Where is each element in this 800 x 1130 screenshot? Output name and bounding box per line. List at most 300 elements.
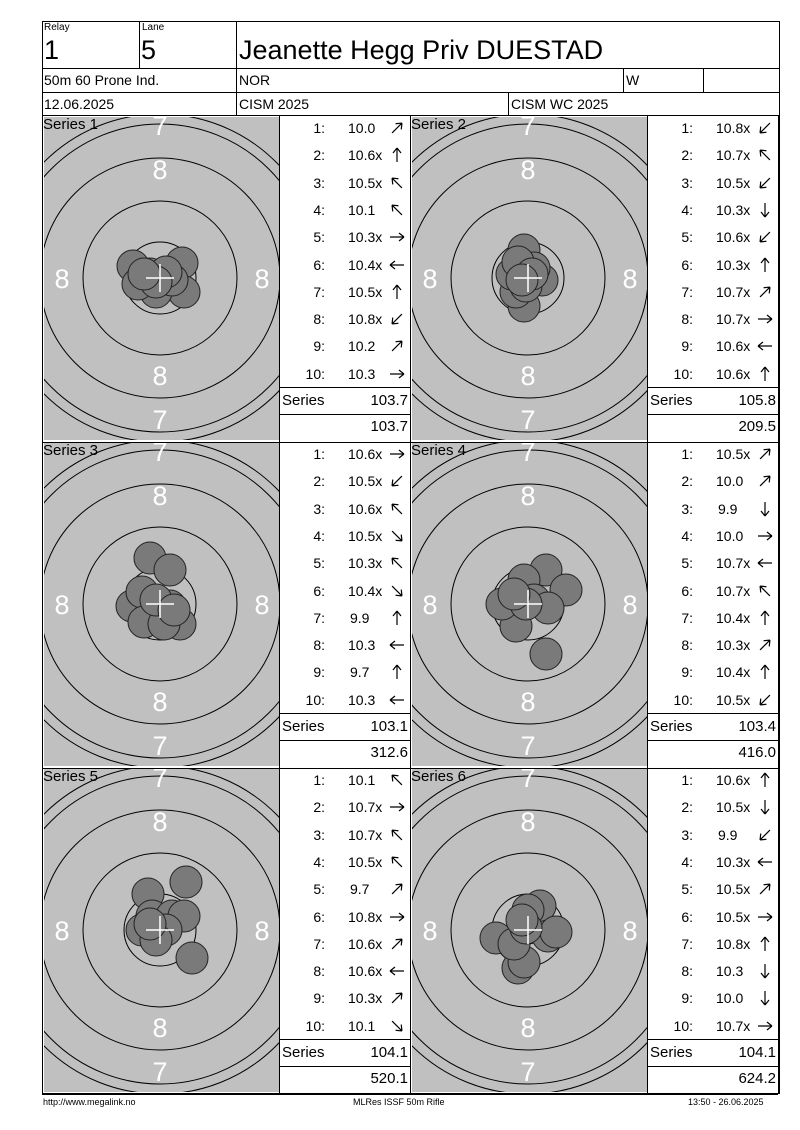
series-total: 103.4 [738, 718, 776, 735]
shot-number: 2: [681, 147, 693, 164]
shot-score: 10.5x [348, 283, 383, 300]
shot-number: 8: [313, 963, 325, 980]
header-line-2 [42, 92, 780, 93]
shot-score: 10.3 [716, 963, 744, 980]
ring-number: 8 [520, 687, 536, 717]
competition-divider [508, 92, 509, 116]
direction-arrow-icon [388, 365, 406, 383]
direction-arrow-icon [388, 771, 406, 789]
shot-number: 4: [681, 527, 693, 544]
total-line [280, 713, 410, 714]
shot-score: 10.4x [716, 664, 751, 681]
shot-score: 10.5x [348, 473, 383, 490]
cumulative-total: 520.1 [370, 1070, 408, 1087]
ring-number: 7 [152, 731, 168, 761]
direction-arrow-icon [756, 989, 774, 1007]
series-total-label: Series [650, 392, 693, 409]
ring-number: 8 [520, 361, 536, 391]
shot-score: 9.9 [350, 609, 370, 626]
shot-number: 9: [681, 664, 693, 681]
direction-arrow-icon [756, 146, 774, 164]
championship: CISM WC 2025 [511, 96, 609, 112]
shot-number: 9: [313, 338, 325, 355]
direction-arrow-icon [756, 935, 774, 953]
shot-hole-2 [170, 866, 202, 898]
series-total: 103.1 [370, 718, 408, 735]
direction-arrow-icon [756, 119, 774, 137]
shot-number: 8: [313, 637, 325, 654]
direction-arrow-icon [756, 771, 774, 789]
ring-number: 7 [520, 443, 536, 467]
competition: CISM 2025 [239, 96, 310, 112]
ring-number: 7 [520, 731, 536, 761]
ring-number: 8 [622, 264, 638, 294]
lane-label: Lane [142, 22, 165, 33]
direction-arrow-icon [756, 228, 774, 246]
lane-value: 5 [141, 35, 157, 65]
shot-score: 10.7x [348, 826, 383, 843]
target-list-divider [279, 442, 280, 768]
shot-hole-10 [134, 908, 166, 940]
relay-label: Relay [44, 22, 70, 33]
direction-arrow-icon [388, 201, 406, 219]
footer-software: MLRes ISSF 50m Rifle [353, 1097, 445, 1107]
ring-number: 7 [152, 117, 168, 141]
direction-arrow-icon [756, 365, 774, 383]
shot-score: 10.8x [348, 908, 383, 925]
shot-score: 10.0 [716, 527, 744, 544]
target-list-divider [647, 116, 648, 442]
total-line [648, 1039, 778, 1040]
shot-number: 2: [313, 473, 325, 490]
direction-arrow-icon [388, 908, 406, 926]
shot-number: 5: [681, 555, 693, 572]
direction-arrow-icon [756, 201, 774, 219]
footer-line [42, 1093, 780, 1094]
direction-arrow-icon [756, 962, 774, 980]
series-title: Series 3 [43, 442, 99, 459]
direction-arrow-icon [388, 826, 406, 844]
target-list-divider [647, 442, 648, 768]
cumulative-total: 416.0 [738, 744, 776, 761]
shot-number: 6: [681, 908, 693, 925]
shot-score: 10.5x [716, 881, 751, 898]
shot-score: 10.6x [348, 446, 383, 462]
date: 12.06.2025 [44, 96, 115, 112]
list-right-divider [778, 442, 779, 768]
ring-number: 8 [622, 916, 638, 946]
shot-score: 10.3 [348, 637, 376, 654]
shot-number: 4: [681, 853, 693, 870]
target-list-divider [279, 116, 280, 442]
shot-score: 10.2 [348, 338, 376, 355]
ring-number: 8 [254, 264, 270, 294]
direction-arrow-icon [756, 582, 774, 600]
shot-number: 1: [681, 772, 693, 788]
series-total-label: Series [282, 718, 325, 735]
shot-score: 10.7x [716, 147, 751, 164]
shot-number: 6: [313, 582, 325, 599]
direction-arrow-icon [388, 445, 406, 463]
shot-score: 10.6x [716, 338, 751, 355]
ring-number: 8 [254, 590, 270, 620]
shot-number: 5: [681, 229, 693, 246]
ring-number: 7 [520, 769, 536, 793]
right-border [779, 21, 780, 1094]
shot-hole-5 [530, 638, 562, 670]
shot-score: 10.5x [716, 799, 751, 816]
shot-number: 3: [313, 826, 325, 843]
direction-arrow-icon [756, 310, 774, 328]
shot-score: 9.7 [350, 664, 370, 681]
shot-number: 7: [313, 609, 325, 626]
shot-number: 4: [681, 201, 693, 218]
shot-number: 6: [681, 256, 693, 273]
athlete-name: Jeanette Hegg Priv DUESTAD [239, 35, 604, 65]
cumulative-total: 103.7 [370, 418, 408, 435]
direction-arrow-icon [756, 636, 774, 654]
list-right-divider [410, 116, 411, 442]
shot-number: 7: [313, 935, 325, 952]
shot-number: 10: [673, 365, 693, 382]
shot-score: 9.9 [718, 826, 738, 843]
shot-number: 3: [681, 500, 693, 517]
shot-score: 10.4x [716, 609, 751, 626]
direction-arrow-icon [388, 853, 406, 871]
shot-score: 10.7x [716, 311, 751, 328]
direction-arrow-icon [388, 691, 406, 709]
shot-number: 1: [313, 772, 325, 788]
shot-score: 10.4x [348, 256, 383, 273]
direction-arrow-icon [388, 798, 406, 816]
shot-number: 10: [305, 1017, 325, 1034]
ring-number: 7 [152, 769, 168, 793]
shot-score: 10.3x [716, 256, 751, 273]
footer-timestamp: 13:50 - 26.06.2025 [688, 1097, 764, 1107]
direction-arrow-icon [388, 174, 406, 192]
direction-arrow-icon [756, 283, 774, 301]
ring-number: 8 [152, 687, 168, 717]
shot-hole-7 [540, 916, 572, 948]
shot-number: 8: [681, 963, 693, 980]
series-title: Series 5 [43, 768, 99, 785]
series-title: Series 4 [411, 442, 467, 459]
shot-number: 5: [313, 555, 325, 572]
direction-arrow-icon [388, 962, 406, 980]
series-total: 104.1 [738, 1044, 776, 1061]
direction-arrow-icon [756, 472, 774, 490]
total-line [648, 387, 778, 388]
gender-end-divider [703, 68, 704, 92]
direction-arrow-icon [756, 1017, 774, 1035]
shot-number: 10: [673, 691, 693, 708]
direction-arrow-icon [388, 228, 406, 246]
shot-score: 9.7 [350, 881, 370, 898]
shot-number: 1: [313, 446, 325, 462]
shot-score: 9.9 [718, 500, 738, 517]
total-line [280, 387, 410, 388]
shot-score: 10.6x [716, 365, 751, 382]
ring-number: 8 [622, 590, 638, 620]
shot-score: 10.5x [716, 908, 751, 925]
direction-arrow-icon [756, 691, 774, 709]
shot-number: 7: [313, 283, 325, 300]
direction-arrow-icon [388, 935, 406, 953]
total-line [280, 1066, 410, 1067]
shot-number: 6: [681, 582, 693, 599]
ring-number: 7 [152, 405, 168, 435]
series-title: Series 2 [411, 116, 467, 133]
shot-number: 6: [313, 256, 325, 273]
shot-number: 3: [681, 826, 693, 843]
shot-score: 10.5x [716, 691, 751, 708]
shot-number: 3: [681, 174, 693, 191]
shot-number: 5: [681, 881, 693, 898]
direction-arrow-icon [756, 527, 774, 545]
total-line [648, 740, 778, 741]
ring-number: 8 [422, 264, 438, 294]
direction-arrow-icon [756, 256, 774, 274]
shot-score: 10.0 [348, 120, 376, 136]
ring-number: 7 [152, 443, 168, 467]
shot-number: 4: [313, 201, 325, 218]
list-right-divider [778, 116, 779, 442]
shot-score: 10.4x [348, 582, 383, 599]
shot-score: 10.0 [716, 473, 744, 490]
direction-arrow-icon [756, 853, 774, 871]
shot-number: 4: [313, 853, 325, 870]
shot-number: 3: [313, 500, 325, 517]
shot-hole-10 [506, 264, 538, 296]
series-title: Series 1 [43, 116, 99, 133]
panel-bottom-line [410, 1094, 778, 1095]
shot-score: 10.3 [348, 365, 376, 382]
gender: W [626, 72, 640, 88]
shot-score: 10.5x [348, 853, 383, 870]
ring-number: 8 [152, 155, 168, 185]
shot-number: 2: [681, 473, 693, 490]
panel-bottom-line [42, 1094, 410, 1095]
shot-number: 10: [305, 365, 325, 382]
shot-score: 10.7x [716, 582, 751, 599]
direction-arrow-icon [388, 146, 406, 164]
shot-score: 10.7x [348, 799, 383, 816]
total-line [648, 414, 778, 415]
shot-number: 5: [313, 229, 325, 246]
direction-arrow-icon [756, 908, 774, 926]
total-line [648, 1066, 778, 1067]
relay-lane-divider [139, 21, 140, 68]
shot-number: 10: [673, 1017, 693, 1034]
ring-number: 8 [520, 1013, 536, 1043]
direction-arrow-icon [388, 1017, 406, 1035]
shot-number: 9: [313, 990, 325, 1007]
shot-score: 10.6x [348, 935, 383, 952]
shot-hole-3 [176, 942, 208, 974]
ring-number: 8 [422, 916, 438, 946]
direction-arrow-icon [388, 554, 406, 572]
shot-number: 3: [313, 174, 325, 191]
shot-number: 9: [313, 664, 325, 681]
direction-arrow-icon [388, 472, 406, 490]
total-line [648, 713, 778, 714]
direction-arrow-icon [756, 826, 774, 844]
shot-number: 1: [681, 120, 693, 136]
shot-score: 10.5x [716, 174, 751, 191]
series-total-label: Series [650, 1044, 693, 1061]
total-line [280, 740, 410, 741]
shot-number: 8: [681, 311, 693, 328]
direction-arrow-icon [388, 310, 406, 328]
target-1 [44, 117, 279, 440]
shot-score: 10.6x [716, 229, 751, 246]
ring-number: 8 [254, 916, 270, 946]
direction-arrow-icon [388, 500, 406, 518]
ring-number: 8 [152, 361, 168, 391]
shot-number: 5: [313, 881, 325, 898]
direction-arrow-icon [756, 500, 774, 518]
series-total: 105.8 [738, 392, 776, 409]
shot-hole-10 [158, 594, 190, 626]
shot-hole-10 [506, 904, 538, 936]
shot-score: 10.7x [716, 1017, 751, 1034]
series-total-label: Series [282, 1044, 325, 1061]
shot-number: 8: [681, 637, 693, 654]
shot-score: 10.0 [716, 990, 744, 1007]
direction-arrow-icon [388, 582, 406, 600]
target-6 [412, 769, 647, 1092]
shot-score: 10.8x [348, 311, 383, 328]
shot-number: 9: [681, 990, 693, 1007]
ring-number: 8 [422, 590, 438, 620]
shot-score: 10.8x [716, 120, 751, 136]
ring-number: 8 [520, 155, 536, 185]
ring-number: 7 [152, 1057, 168, 1087]
direction-arrow-icon [388, 256, 406, 274]
direction-arrow-icon [756, 663, 774, 681]
shot-number: 8: [313, 311, 325, 328]
direction-arrow-icon [756, 609, 774, 627]
cumulative-total: 624.2 [738, 1070, 776, 1087]
series-total-label: Series [282, 392, 325, 409]
shot-score: 10.5x [348, 174, 383, 191]
shot-number: 2: [313, 147, 325, 164]
shot-number: 2: [681, 799, 693, 816]
series-total: 103.7 [370, 392, 408, 409]
nation: NOR [239, 72, 271, 88]
shot-score: 10.5x [348, 527, 383, 544]
shot-score: 10.3x [348, 229, 383, 246]
relay-value: 1 [44, 35, 60, 65]
footer-url: http://www.megalink.no [43, 1097, 136, 1107]
target-list-divider [647, 768, 648, 1094]
direction-arrow-icon [388, 283, 406, 301]
shot-number: 7: [681, 609, 693, 626]
shot-score: 10.1 [348, 772, 376, 788]
shot-score: 10.3x [716, 853, 751, 870]
total-line [280, 1039, 410, 1040]
shot-number: 4: [313, 527, 325, 544]
cumulative-total: 312.6 [370, 744, 408, 761]
series-total-label: Series [650, 718, 693, 735]
shot-hole-2 [154, 554, 186, 586]
nation-gender-divider [623, 68, 624, 92]
direction-arrow-icon [388, 989, 406, 1007]
shot-number: 7: [681, 935, 693, 952]
target-2 [412, 117, 647, 440]
shot-score: 10.3x [348, 555, 383, 572]
ring-number: 7 [520, 405, 536, 435]
ring-number: 8 [520, 481, 536, 511]
shot-hole-10 [128, 258, 160, 290]
shot-number: 10: [305, 691, 325, 708]
shot-score: 10.3x [348, 990, 383, 1007]
direction-arrow-icon [756, 798, 774, 816]
shot-score: 10.7x [716, 555, 751, 572]
shot-score: 10.6x [348, 500, 383, 517]
ring-number: 7 [520, 1057, 536, 1087]
shot-number: 9: [681, 338, 693, 355]
direction-arrow-icon [388, 663, 406, 681]
series-title: Series 6 [411, 768, 467, 785]
ring-number: 8 [54, 590, 70, 620]
shot-hole-10 [498, 578, 530, 610]
shot-score: 10.6x [716, 772, 751, 788]
target-3 [44, 443, 279, 766]
direction-arrow-icon [388, 609, 406, 627]
shot-number: 6: [313, 908, 325, 925]
direction-arrow-icon [388, 337, 406, 355]
direction-arrow-icon [388, 880, 406, 898]
direction-arrow-icon [388, 527, 406, 545]
shot-number: 1: [681, 446, 693, 462]
direction-arrow-icon [388, 119, 406, 137]
ring-number: 8 [152, 1013, 168, 1043]
direction-arrow-icon [756, 174, 774, 192]
shot-score: 10.1 [348, 1017, 376, 1034]
direction-arrow-icon [756, 554, 774, 572]
ring-number: 8 [54, 916, 70, 946]
target-4 [412, 443, 647, 766]
target-list-divider [279, 768, 280, 1094]
shot-score: 10.1 [348, 201, 376, 218]
ring-number: 7 [520, 117, 536, 141]
ring-number: 8 [54, 264, 70, 294]
shot-score: 10.3x [716, 201, 751, 218]
shot-score: 10.6x [348, 963, 383, 980]
direction-arrow-icon [756, 445, 774, 463]
direction-arrow-icon [756, 880, 774, 898]
list-right-divider [410, 768, 411, 1094]
shot-score: 10.7x [716, 283, 751, 300]
shot-number: 2: [313, 799, 325, 816]
list-right-divider [410, 442, 411, 768]
shot-score: 10.3 [348, 691, 376, 708]
left-border [42, 21, 43, 1094]
list-right-divider [778, 768, 779, 1094]
header-line-1 [42, 68, 780, 69]
target-5 [44, 769, 279, 1092]
cumulative-total: 209.5 [738, 418, 776, 435]
ring-number: 8 [152, 807, 168, 837]
ring-number: 8 [152, 481, 168, 511]
ring-number: 8 [520, 807, 536, 837]
shot-score: 10.3x [716, 637, 751, 654]
direction-arrow-icon [756, 337, 774, 355]
total-line [280, 414, 410, 415]
shot-number: 7: [681, 283, 693, 300]
shot-number: 1: [313, 120, 325, 136]
